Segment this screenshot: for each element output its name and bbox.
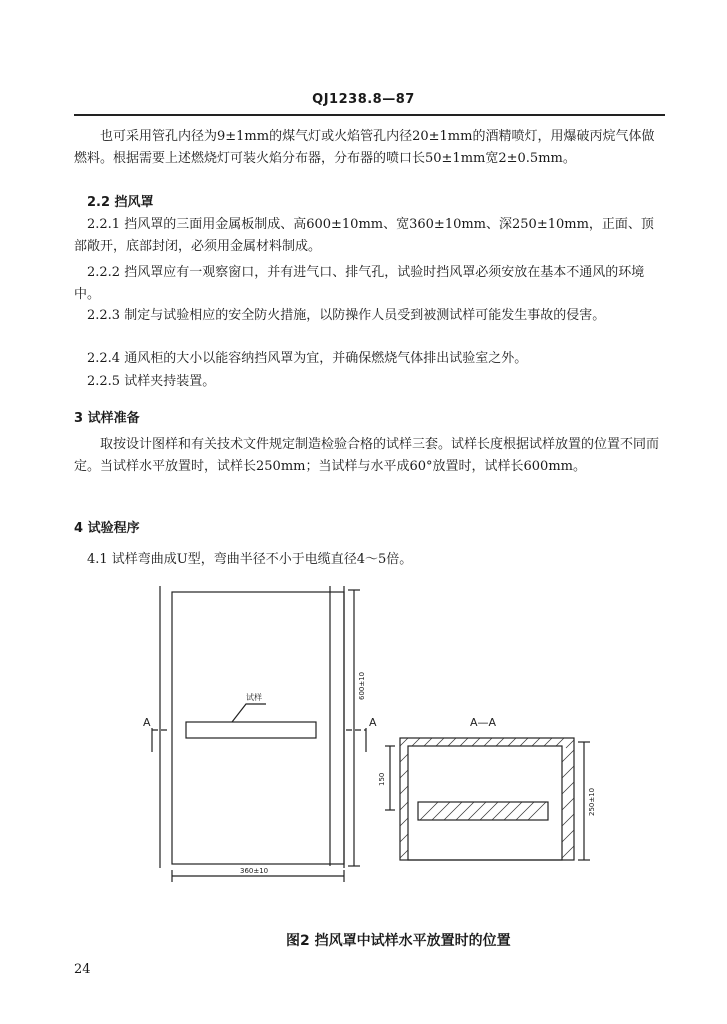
dim-width-text: 360±10 xyxy=(240,867,269,875)
specimen-leader xyxy=(232,704,266,722)
front-view-frame xyxy=(172,592,344,864)
paragraph-burner-alt: 也可采用管孔内径为9±1mm的煤气灯或火焰管孔内径20±1mm的酒精喷灯，用爆破丙烷气体做燃料。根据需要上述燃烧灯可装火焰分布器，分布器的喷口长50±1mm宽2±0.5mm。 xyxy=(74,129,655,166)
section-4-heading: 4 试验程序 xyxy=(74,521,140,536)
document-code: QJ1238.8—87 xyxy=(312,92,415,107)
cut-label-left: A xyxy=(143,716,151,729)
section-2-2-5: 2.2.5 试样夹持装置。 xyxy=(87,374,216,389)
section-3-heading: 3 试样准备 xyxy=(74,411,140,426)
section-2-2-2: 2.2.2 挡风罩应有一观察窗口，并有进气口、排气孔，试验时挡风罩必须安放在基本不通风的环境中。 xyxy=(74,265,645,302)
section-4-1: 4.1 试样弯曲成U型，弯曲半径不小于电缆直径4～5倍。 xyxy=(87,552,413,567)
dim-depth-text: 250±10 xyxy=(588,787,596,816)
section-2-2-3: 2.2.3 制定与试验相应的安全防火措施，以防操作人员受到被测试样可能发生事故的侵害。 xyxy=(87,308,606,323)
section-hatching xyxy=(400,738,574,858)
front-view-specimen xyxy=(186,722,316,738)
dim-inner-text: 150 xyxy=(378,772,386,786)
section-view-outer xyxy=(400,738,574,860)
section-2-2-4: 2.2.4 通风柜的大小以能容纳挡风罩为宜，并确保燃烧气体排出试验室之外。 xyxy=(87,351,528,366)
dim-height-text: 600±10 xyxy=(358,671,366,700)
section-2-2-heading: 2.2 挡风罩 xyxy=(87,195,154,210)
figure-caption: 图2 挡风罩中试样水平放置时的位置 xyxy=(286,933,511,949)
section-label: A—A xyxy=(470,716,497,729)
section-3-paragraph: 取按设计图样和有关技术文件规定制造检验合格的试样三套。试样长度根据试样放置的位置不同而定。当试样水平放置时，试样长250mm；当试样与水平成60°放置时，试样长600mm。 xyxy=(74,437,660,474)
section-2-2-1: 2.2.1 挡风罩的三面用金属板制成、高600±10mm、宽360±10mm、深250±10mm，正面、顶部敞开，底部封闭，必须用金属材料制成。 xyxy=(74,217,654,254)
page-number: 24 xyxy=(74,962,91,977)
cut-label-right: A xyxy=(369,716,377,729)
specimen-label: 试样 xyxy=(246,693,262,702)
